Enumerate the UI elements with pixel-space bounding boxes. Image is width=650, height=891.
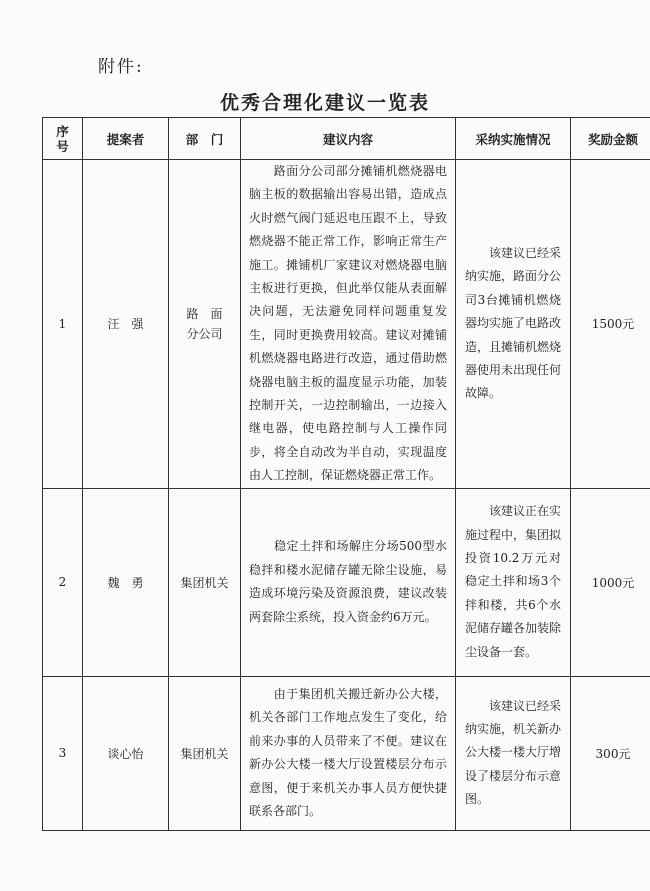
header-content: 建议内容 — [241, 118, 456, 160]
table-row — [43, 160, 650, 489]
cell-status: 该建议正在实施过程中，集团拟投资10.2万元对稳定土拌和场3个拌和楼，共6个水泥储存罐各加装除尘设备一套。 — [456, 488, 571, 676]
cell-proposer: 汪 强 — [83, 160, 169, 489]
header-department: 部 门 — [169, 118, 241, 160]
cell-seq: 3 — [43, 676, 83, 830]
cell-content: 稳定土拌和场解庄分场500型水稳拌和楼水泥储存罐无除尘设施，易造成环境污染及资源浪费，建议改装两套除尘系统，投入资金约6万元。 — [241, 488, 456, 676]
cell-status: 该建议已经采纳实施，机关新办公大楼一楼大厅增设了楼层分布示意图。 — [456, 676, 571, 830]
header-seq: 序 号 — [43, 118, 83, 160]
cell-seq: 1 — [43, 160, 83, 489]
document-title: 优秀合理化建议一览表 — [219, 92, 430, 114]
cell-proposer: 魏 勇 — [83, 488, 169, 676]
header-reward: 奖励金额 — [571, 118, 650, 160]
header-proposer: 提案者 — [83, 118, 169, 160]
cell-reward: 1000元 — [571, 488, 650, 676]
cell-status: 该建议已经采纳实施，路面分公司3台摊铺机燃烧器均实施了电路改造，且摊铺机燃烧器使用未出现任何故障。 — [456, 160, 571, 489]
cell-content: 由于集团机关搬迁新办公大楼，机关各部门工作地点发生了变化，给前来办事的人员带来了不便。建议在新办公大楼一楼大厅设置楼层分布示意图，便于来机关办事人员方便快捷联系各部门。 — [241, 676, 456, 830]
cell-department: 路 面 分公司 — [169, 160, 241, 489]
table-header-row — [43, 118, 650, 160]
table-row — [43, 488, 650, 676]
attachment-label: 附件: — [98, 57, 144, 77]
cell-content: 路面分公司部分摊铺机燃烧器电脑主板的数据输出容易出错，造成点火时燃气阀门延迟电压跟不上，导致燃烧器不能正常工作，影响正常生产施工。摊铺机厂家建议对燃烧器电脑主板进行更换，但此举仅能从表面解决问题，无法避免同样问题重复发生，同时更换费用较高。建议对摊铺机燃烧器电路进行改造，通过借助燃烧器电脑主板的温度显示功能，加装控制开关，一边控制输出，一边接入继电器，使电路控制与人工操作同步，将全自动改为半自动，实现温度由人工控制，保证燃烧器正常工作。 — [241, 160, 456, 489]
cell-department: 集团机关 — [169, 488, 241, 676]
header-status: 采纳实施情况 — [456, 118, 571, 160]
cell-proposer: 谈心怡 — [83, 676, 169, 830]
cell-seq: 2 — [43, 488, 83, 676]
cell-department: 集团机关 — [169, 676, 241, 830]
cell-reward: 1500元 — [571, 160, 650, 489]
suggestion-table — [42, 117, 650, 831]
cell-reward: 300元 — [571, 676, 650, 830]
table-row — [43, 676, 650, 830]
